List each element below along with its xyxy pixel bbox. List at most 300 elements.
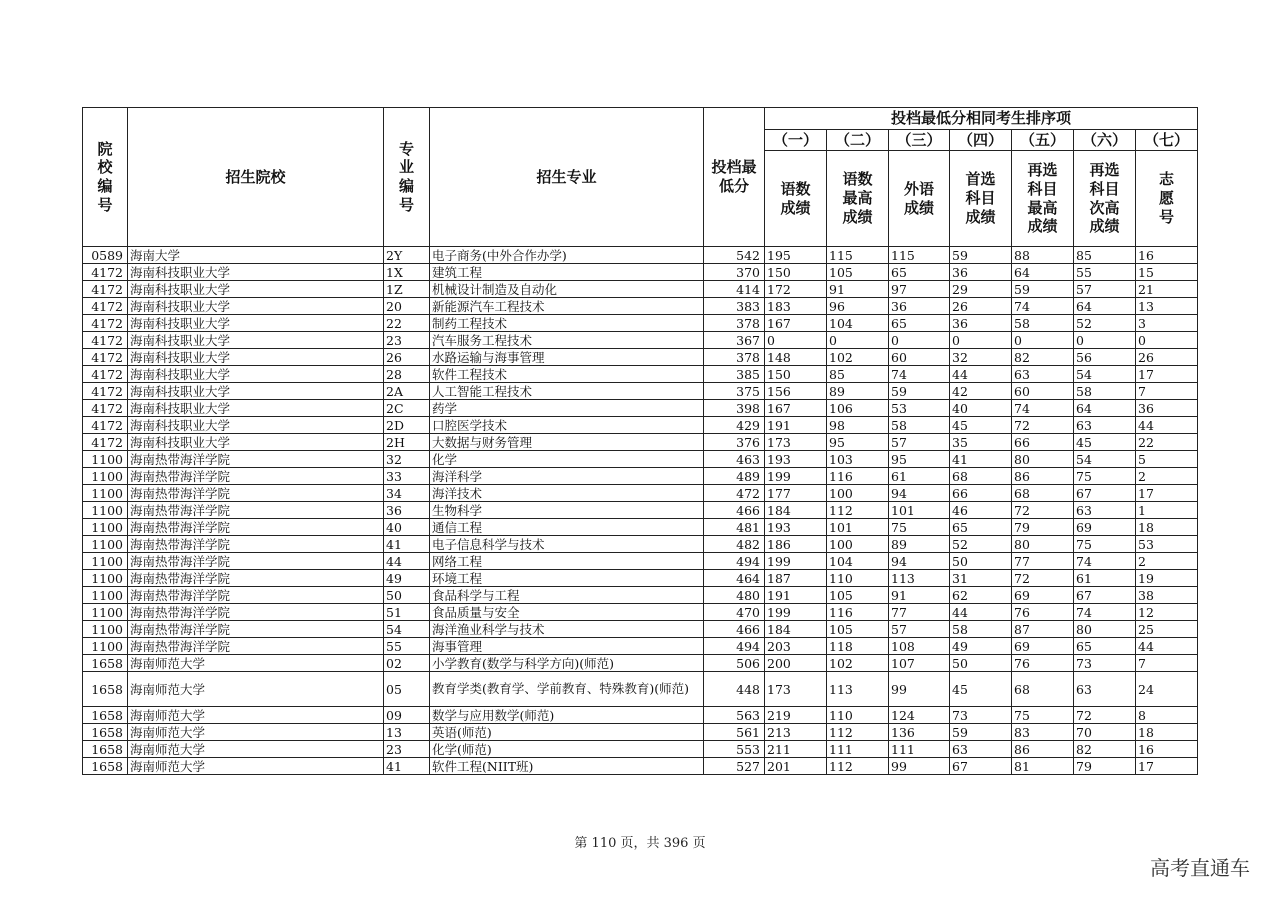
header-major-code: 专业编号 xyxy=(384,108,430,247)
cell-elective-highest-score: 72 xyxy=(1012,570,1074,587)
cell-elective-second-score: 67 xyxy=(1074,485,1136,502)
cell-chinese-math-max-score: 104 xyxy=(827,315,889,332)
cell-school-name: 海南热带海洋学院 xyxy=(128,502,384,519)
cell-elective-highest-score: 68 xyxy=(1012,672,1074,707)
cell-major-code: 50 xyxy=(384,587,430,604)
cell-min-score: 383 xyxy=(704,298,765,315)
cell-preference-number: 7 xyxy=(1136,655,1198,672)
header-order-number: （五） xyxy=(1012,130,1074,151)
cell-chinese-math-max-score: 111 xyxy=(827,741,889,758)
cell-foreign-language-score: 115 xyxy=(889,247,950,264)
cell-major-name: 制药工程技术 xyxy=(430,315,704,332)
cell-min-score: 463 xyxy=(704,451,765,468)
header-order-number: （六） xyxy=(1074,130,1136,151)
cell-major-name: 海事管理 xyxy=(430,638,704,655)
cell-elective-second-score: 63 xyxy=(1074,502,1136,519)
cell-min-score: 367 xyxy=(704,332,765,349)
cell-chinese-math-max-score: 91 xyxy=(827,281,889,298)
header-school-code: 院校编号 xyxy=(83,108,128,247)
cell-min-score: 506 xyxy=(704,655,765,672)
table-row xyxy=(83,502,1198,519)
table-row xyxy=(83,724,1198,741)
cell-major-code: 2H xyxy=(384,434,430,451)
header-order-label: 首选科目成绩 xyxy=(950,151,1012,247)
cell-elective-second-score: 57 xyxy=(1074,281,1136,298)
cell-foreign-language-score: 113 xyxy=(889,570,950,587)
cell-major-name: 电子信息科学与技术 xyxy=(430,536,704,553)
cell-chinese-math-score: 193 xyxy=(765,519,827,536)
cell-school-name: 海南师范大学 xyxy=(128,655,384,672)
header-order-number: （四） xyxy=(950,130,1012,151)
cell-preference-number: 5 xyxy=(1136,451,1198,468)
cell-foreign-language-score: 36 xyxy=(889,298,950,315)
cell-chinese-math-score: 173 xyxy=(765,434,827,451)
cell-min-score: 527 xyxy=(704,758,765,775)
cell-foreign-language-score: 97 xyxy=(889,281,950,298)
table-row xyxy=(83,247,1198,264)
cell-chinese-math-score: 187 xyxy=(765,570,827,587)
cell-major-code: 20 xyxy=(384,298,430,315)
cell-preference-number: 0 xyxy=(1136,332,1198,349)
cell-school-name: 海南热带海洋学院 xyxy=(128,519,384,536)
cell-school-code: 1100 xyxy=(83,570,128,587)
cell-chinese-math-score: 167 xyxy=(765,400,827,417)
cell-elective-second-score: 82 xyxy=(1074,741,1136,758)
cell-school-code: 1100 xyxy=(83,468,128,485)
cell-school-code: 1100 xyxy=(83,485,128,502)
header-order-number: （一） xyxy=(765,130,827,151)
cell-elective-highest-score: 77 xyxy=(1012,553,1074,570)
cell-school-name: 海南热带海洋学院 xyxy=(128,621,384,638)
cell-min-score: 398 xyxy=(704,400,765,417)
cell-foreign-language-score: 136 xyxy=(889,724,950,741)
cell-school-code: 4172 xyxy=(83,298,128,315)
cell-first-subject-score: 31 xyxy=(950,570,1012,587)
cell-elective-second-score: 74 xyxy=(1074,604,1136,621)
cell-elective-second-score: 61 xyxy=(1074,570,1136,587)
cell-chinese-math-max-score: 105 xyxy=(827,264,889,281)
cell-chinese-math-score: 186 xyxy=(765,536,827,553)
cell-major-code: 1X xyxy=(384,264,430,281)
cell-min-score: 553 xyxy=(704,741,765,758)
cell-foreign-language-score: 124 xyxy=(889,707,950,724)
cell-min-score: 375 xyxy=(704,383,765,400)
cell-major-name: 英语(师范) xyxy=(430,724,704,741)
cell-major-code: 02 xyxy=(384,655,430,672)
table-row xyxy=(83,638,1198,655)
cell-school-code: 1100 xyxy=(83,451,128,468)
cell-preference-number: 16 xyxy=(1136,741,1198,758)
cell-elective-second-score: 55 xyxy=(1074,264,1136,281)
cell-school-code: 1100 xyxy=(83,536,128,553)
cell-elective-second-score: 72 xyxy=(1074,707,1136,724)
cell-major-name: 数学与应用数学(师范) xyxy=(430,707,704,724)
cell-chinese-math-max-score: 102 xyxy=(827,349,889,366)
cell-chinese-math-score: 184 xyxy=(765,502,827,519)
cell-foreign-language-score: 94 xyxy=(889,553,950,570)
cell-major-code: 55 xyxy=(384,638,430,655)
cell-school-code: 4172 xyxy=(83,315,128,332)
cell-school-name: 海南科技职业大学 xyxy=(128,366,384,383)
table-header xyxy=(83,108,1198,247)
cell-school-code: 0589 xyxy=(83,247,128,264)
cell-school-code: 1100 xyxy=(83,519,128,536)
cell-elective-second-score: 74 xyxy=(1074,553,1136,570)
table-body xyxy=(83,247,1198,775)
cell-elective-highest-score: 69 xyxy=(1012,587,1074,604)
cell-school-name: 海南科技职业大学 xyxy=(128,264,384,281)
cell-major-name: 海洋技术 xyxy=(430,485,704,502)
cell-first-subject-score: 32 xyxy=(950,349,1012,366)
cell-first-subject-score: 41 xyxy=(950,451,1012,468)
cell-foreign-language-score: 59 xyxy=(889,383,950,400)
cell-preference-number: 53 xyxy=(1136,536,1198,553)
cell-min-score: 448 xyxy=(704,672,765,707)
cell-chinese-math-max-score: 105 xyxy=(827,621,889,638)
cell-foreign-language-score: 108 xyxy=(889,638,950,655)
table-row xyxy=(83,298,1198,315)
cell-elective-second-score: 64 xyxy=(1074,298,1136,315)
cell-major-code: 2A xyxy=(384,383,430,400)
cell-min-score: 414 xyxy=(704,281,765,298)
cell-foreign-language-score: 94 xyxy=(889,485,950,502)
cell-major-code: 2D xyxy=(384,417,430,434)
cell-first-subject-score: 36 xyxy=(950,264,1012,281)
cell-chinese-math-max-score: 104 xyxy=(827,553,889,570)
cell-major-name: 教育学类(教育学、学前教育、特殊教育)(师范) xyxy=(430,672,704,707)
cell-foreign-language-score: 57 xyxy=(889,434,950,451)
cell-major-code: 23 xyxy=(384,741,430,758)
table-row xyxy=(83,655,1198,672)
cell-major-code: 34 xyxy=(384,485,430,502)
cell-school-code: 1658 xyxy=(83,655,128,672)
cell-elective-highest-score: 64 xyxy=(1012,264,1074,281)
table-row xyxy=(83,672,1198,707)
cell-foreign-language-score: 89 xyxy=(889,536,950,553)
cell-preference-number: 7 xyxy=(1136,383,1198,400)
cell-major-code: 22 xyxy=(384,315,430,332)
cell-foreign-language-score: 53 xyxy=(889,400,950,417)
header-order-label: 再选科目次高成绩 xyxy=(1074,151,1136,247)
table-row xyxy=(83,451,1198,468)
cell-first-subject-score: 73 xyxy=(950,707,1012,724)
table-row xyxy=(83,570,1198,587)
cell-major-name: 新能源汽车工程技术 xyxy=(430,298,704,315)
cell-foreign-language-score: 65 xyxy=(889,264,950,281)
cell-elective-highest-score: 79 xyxy=(1012,519,1074,536)
cell-first-subject-score: 59 xyxy=(950,247,1012,264)
cell-chinese-math-score: 156 xyxy=(765,383,827,400)
cell-school-name: 海南热带海洋学院 xyxy=(128,536,384,553)
cell-preference-number: 44 xyxy=(1136,638,1198,655)
cell-chinese-math-max-score: 95 xyxy=(827,434,889,451)
cell-chinese-math-score: 191 xyxy=(765,417,827,434)
cell-min-score: 494 xyxy=(704,638,765,655)
cell-elective-second-score: 56 xyxy=(1074,349,1136,366)
cell-min-score: 385 xyxy=(704,366,765,383)
cell-foreign-language-score: 75 xyxy=(889,519,950,536)
cell-major-name: 软件工程(NIIT班) xyxy=(430,758,704,775)
cell-foreign-language-score: 91 xyxy=(889,587,950,604)
cell-chinese-math-score: 184 xyxy=(765,621,827,638)
table-row xyxy=(83,315,1198,332)
cell-preference-number: 36 xyxy=(1136,400,1198,417)
cell-elective-highest-score: 72 xyxy=(1012,502,1074,519)
cell-min-score: 472 xyxy=(704,485,765,502)
table-row xyxy=(83,485,1198,502)
header-order-label: 语数最高成绩 xyxy=(827,151,889,247)
cell-school-name: 海南师范大学 xyxy=(128,741,384,758)
cell-major-name: 食品科学与工程 xyxy=(430,587,704,604)
cell-elective-second-score: 85 xyxy=(1074,247,1136,264)
cell-chinese-math-max-score: 112 xyxy=(827,758,889,775)
cell-min-score: 542 xyxy=(704,247,765,264)
cell-school-code: 1658 xyxy=(83,741,128,758)
cell-elective-highest-score: 87 xyxy=(1012,621,1074,638)
table-row xyxy=(83,383,1198,400)
cell-elective-second-score: 79 xyxy=(1074,758,1136,775)
cell-chinese-math-max-score: 0 xyxy=(827,332,889,349)
table-row xyxy=(83,281,1198,298)
table-row xyxy=(83,553,1198,570)
cell-school-code: 1658 xyxy=(83,758,128,775)
cell-elective-highest-score: 69 xyxy=(1012,638,1074,655)
table-row xyxy=(83,758,1198,775)
cell-school-name: 海南大学 xyxy=(128,247,384,264)
table-row xyxy=(83,587,1198,604)
cell-first-subject-score: 44 xyxy=(950,604,1012,621)
cell-elective-highest-score: 88 xyxy=(1012,247,1074,264)
cell-elective-second-score: 69 xyxy=(1074,519,1136,536)
header-major-name: 招生专业 xyxy=(430,108,704,247)
cell-major-name: 水路运输与海事管理 xyxy=(430,349,704,366)
cell-elective-second-score: 45 xyxy=(1074,434,1136,451)
cell-chinese-math-max-score: 101 xyxy=(827,519,889,536)
table-row xyxy=(83,604,1198,621)
cell-chinese-math-max-score: 116 xyxy=(827,604,889,621)
cell-school-name: 海南热带海洋学院 xyxy=(128,468,384,485)
cell-elective-highest-score: 75 xyxy=(1012,707,1074,724)
cell-school-name: 海南科技职业大学 xyxy=(128,281,384,298)
cell-chinese-math-score: 199 xyxy=(765,468,827,485)
header-order-label: 外语成绩 xyxy=(889,151,950,247)
cell-first-subject-score: 52 xyxy=(950,536,1012,553)
cell-preference-number: 12 xyxy=(1136,604,1198,621)
cell-major-name: 小学教育(数学与科学方向)(师范) xyxy=(430,655,704,672)
cell-first-subject-score: 36 xyxy=(950,315,1012,332)
cell-first-subject-score: 68 xyxy=(950,468,1012,485)
cell-elective-highest-score: 76 xyxy=(1012,604,1074,621)
cell-preference-number: 18 xyxy=(1136,519,1198,536)
cell-foreign-language-score: 58 xyxy=(889,417,950,434)
cell-school-code: 1100 xyxy=(83,553,128,570)
cell-chinese-math-score: 200 xyxy=(765,655,827,672)
header-order-number: （三） xyxy=(889,130,950,151)
cell-major-name: 口腔医学技术 xyxy=(430,417,704,434)
cell-chinese-math-max-score: 103 xyxy=(827,451,889,468)
cell-school-code: 4172 xyxy=(83,349,128,366)
table-row xyxy=(83,707,1198,724)
cell-elective-highest-score: 63 xyxy=(1012,366,1074,383)
cell-chinese-math-score: 173 xyxy=(765,672,827,707)
cell-elective-highest-score: 81 xyxy=(1012,758,1074,775)
cell-foreign-language-score: 99 xyxy=(889,672,950,707)
cell-major-code: 09 xyxy=(384,707,430,724)
cell-chinese-math-max-score: 100 xyxy=(827,485,889,502)
cell-major-name: 网络工程 xyxy=(430,553,704,570)
cell-major-name: 机械设计制造及自动化 xyxy=(430,281,704,298)
cell-major-name: 食品质量与安全 xyxy=(430,604,704,621)
cell-school-code: 1658 xyxy=(83,672,128,707)
cell-school-name: 海南科技职业大学 xyxy=(128,417,384,434)
cell-school-name: 海南科技职业大学 xyxy=(128,332,384,349)
watermark: 高考直通车 xyxy=(1150,856,1250,880)
cell-school-code: 1658 xyxy=(83,707,128,724)
table-row xyxy=(83,536,1198,553)
cell-first-subject-score: 0 xyxy=(950,332,1012,349)
cell-first-subject-score: 35 xyxy=(950,434,1012,451)
cell-foreign-language-score: 111 xyxy=(889,741,950,758)
cell-chinese-math-score: 201 xyxy=(765,758,827,775)
cell-elective-second-score: 0 xyxy=(1074,332,1136,349)
cell-school-code: 1100 xyxy=(83,638,128,655)
header-order-number: （七） xyxy=(1136,130,1198,151)
cell-foreign-language-score: 0 xyxy=(889,332,950,349)
cell-preference-number: 17 xyxy=(1136,758,1198,775)
cell-first-subject-score: 67 xyxy=(950,758,1012,775)
cell-first-subject-score: 59 xyxy=(950,724,1012,741)
cell-school-name: 海南师范大学 xyxy=(128,724,384,741)
cell-major-name: 药学 xyxy=(430,400,704,417)
cell-chinese-math-score: 199 xyxy=(765,553,827,570)
cell-school-name: 海南热带海洋学院 xyxy=(128,604,384,621)
table-row xyxy=(83,621,1198,638)
cell-chinese-math-score: 213 xyxy=(765,724,827,741)
cell-elective-highest-score: 86 xyxy=(1012,468,1074,485)
cell-chinese-math-score: 148 xyxy=(765,349,827,366)
cell-chinese-math-max-score: 100 xyxy=(827,536,889,553)
cell-school-name: 海南科技职业大学 xyxy=(128,315,384,332)
cell-chinese-math-max-score: 102 xyxy=(827,655,889,672)
cell-chinese-math-max-score: 98 xyxy=(827,417,889,434)
cell-chinese-math-score: 195 xyxy=(765,247,827,264)
cell-chinese-math-max-score: 112 xyxy=(827,724,889,741)
cell-elective-second-score: 65 xyxy=(1074,638,1136,655)
cell-foreign-language-score: 65 xyxy=(889,315,950,332)
cell-elective-second-score: 70 xyxy=(1074,724,1136,741)
header-order-label: 语数成绩 xyxy=(765,151,827,247)
cell-major-code: 2Y xyxy=(384,247,430,264)
header-order-label: 再选科目最高成绩 xyxy=(1012,151,1074,247)
cell-preference-number: 18 xyxy=(1136,724,1198,741)
cell-elective-highest-score: 86 xyxy=(1012,741,1074,758)
cell-chinese-math-max-score: 118 xyxy=(827,638,889,655)
page-number: 第 110 页，共 396 页 xyxy=(574,836,706,851)
cell-elective-highest-score: 68 xyxy=(1012,485,1074,502)
header-order-label: 志愿号 xyxy=(1136,151,1198,247)
cell-elective-second-score: 63 xyxy=(1074,672,1136,707)
cell-elective-highest-score: 83 xyxy=(1012,724,1074,741)
cell-first-subject-score: 50 xyxy=(950,655,1012,672)
cell-major-code: 13 xyxy=(384,724,430,741)
cell-min-score: 466 xyxy=(704,621,765,638)
table-row xyxy=(83,349,1198,366)
cell-elective-highest-score: 76 xyxy=(1012,655,1074,672)
cell-chinese-math-score: 150 xyxy=(765,264,827,281)
cell-foreign-language-score: 74 xyxy=(889,366,950,383)
cell-elective-second-score: 75 xyxy=(1074,468,1136,485)
cell-chinese-math-score: 203 xyxy=(765,638,827,655)
cell-major-name: 电子商务(中外合作办学) xyxy=(430,247,704,264)
cell-preference-number: 19 xyxy=(1136,570,1198,587)
cell-first-subject-score: 29 xyxy=(950,281,1012,298)
cell-elective-highest-score: 80 xyxy=(1012,451,1074,468)
cell-chinese-math-max-score: 105 xyxy=(827,587,889,604)
cell-preference-number: 2 xyxy=(1136,468,1198,485)
cell-min-score: 482 xyxy=(704,536,765,553)
cell-min-score: 470 xyxy=(704,604,765,621)
table-row xyxy=(83,741,1198,758)
cell-major-code: 41 xyxy=(384,536,430,553)
cell-min-score: 378 xyxy=(704,315,765,332)
cell-elective-highest-score: 74 xyxy=(1012,298,1074,315)
cell-school-code: 4172 xyxy=(83,400,128,417)
cell-school-code: 1100 xyxy=(83,604,128,621)
cell-chinese-math-score: 199 xyxy=(765,604,827,621)
cell-first-subject-score: 45 xyxy=(950,417,1012,434)
cell-major-code: 54 xyxy=(384,621,430,638)
cell-major-name: 化学 xyxy=(430,451,704,468)
cell-school-code: 1100 xyxy=(83,502,128,519)
cell-preference-number: 21 xyxy=(1136,281,1198,298)
cell-foreign-language-score: 57 xyxy=(889,621,950,638)
header-min-score: 投档最低分 xyxy=(704,108,765,247)
cell-elective-highest-score: 72 xyxy=(1012,417,1074,434)
cell-chinese-math-max-score: 110 xyxy=(827,570,889,587)
table-row xyxy=(83,434,1198,451)
cell-elective-second-score: 80 xyxy=(1074,621,1136,638)
cell-major-name: 建筑工程 xyxy=(430,264,704,281)
cell-chinese-math-score: 0 xyxy=(765,332,827,349)
cell-major-name: 环境工程 xyxy=(430,570,704,587)
cell-major-name: 软件工程技术 xyxy=(430,366,704,383)
cell-foreign-language-score: 101 xyxy=(889,502,950,519)
cell-school-name: 海南热带海洋学院 xyxy=(128,485,384,502)
cell-major-code: 40 xyxy=(384,519,430,536)
cell-first-subject-score: 63 xyxy=(950,741,1012,758)
cell-school-name: 海南热带海洋学院 xyxy=(128,553,384,570)
cell-major-name: 海洋渔业科学与技术 xyxy=(430,621,704,638)
cell-first-subject-score: 42 xyxy=(950,383,1012,400)
cell-elective-highest-score: 66 xyxy=(1012,434,1074,451)
cell-major-code: 26 xyxy=(384,349,430,366)
cell-preference-number: 26 xyxy=(1136,349,1198,366)
cell-major-code: 23 xyxy=(384,332,430,349)
cell-school-name: 海南科技职业大学 xyxy=(128,434,384,451)
admission-table xyxy=(82,107,1198,775)
cell-school-name: 海南师范大学 xyxy=(128,707,384,724)
cell-chinese-math-max-score: 110 xyxy=(827,707,889,724)
cell-preference-number: 24 xyxy=(1136,672,1198,707)
cell-major-code: 05 xyxy=(384,672,430,707)
cell-first-subject-score: 50 xyxy=(950,553,1012,570)
cell-elective-second-score: 63 xyxy=(1074,417,1136,434)
cell-major-code: 1Z xyxy=(384,281,430,298)
cell-school-name: 海南热带海洋学院 xyxy=(128,451,384,468)
cell-school-code: 1658 xyxy=(83,724,128,741)
cell-first-subject-score: 66 xyxy=(950,485,1012,502)
cell-chinese-math-score: 211 xyxy=(765,741,827,758)
